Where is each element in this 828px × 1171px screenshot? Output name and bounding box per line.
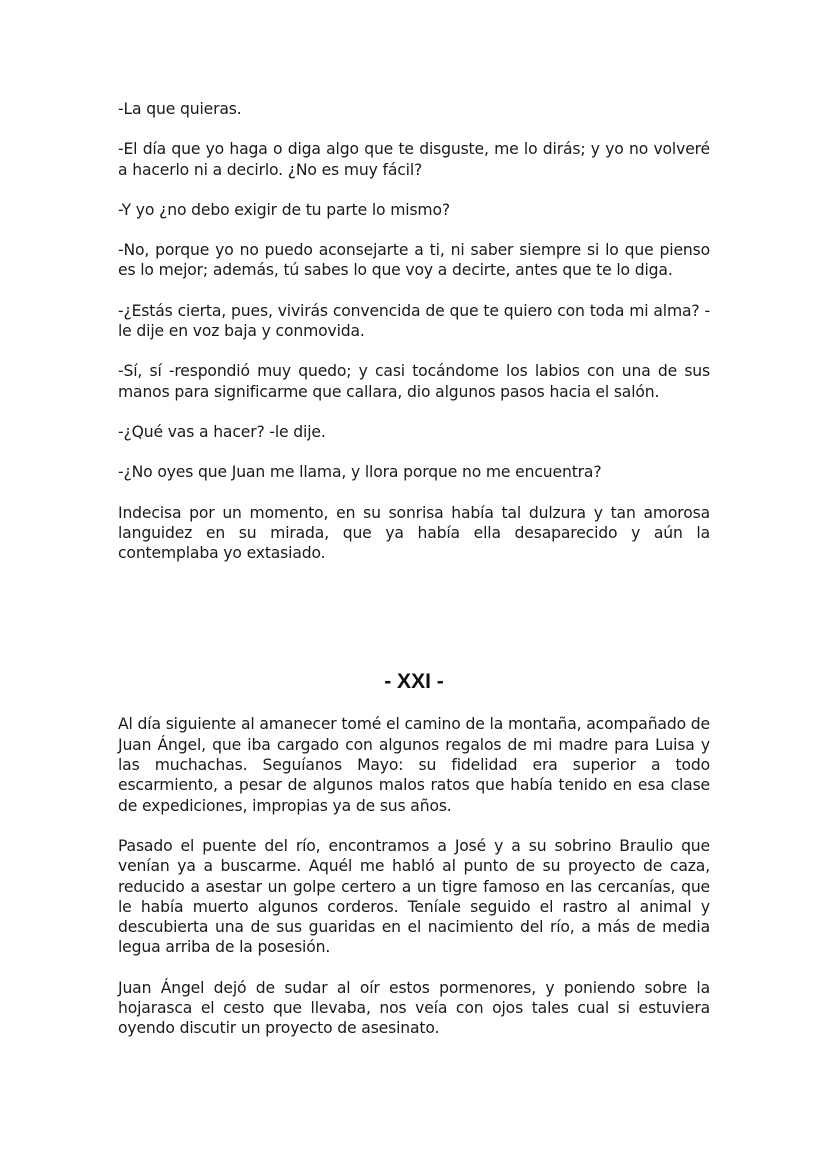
paragraph: -¿No oyes que Juan me llama, y llora porque no me encuentra? — [118, 463, 602, 482]
paragraph: -No, porque yo no puedo aconsejarte a ti, ni saber siempre si lo que pienso es lo mejor; además, tú sabes lo que voy a decirte, antes que te lo diga. — [118, 241, 710, 280]
paragraph: Pasado el puente del río, encontramos a José y a su sobrino Braulio que venían ya a buscarme. Aquél me habló al punto de su proyecto de caza, reducido a asestar un golpe certero a un tigre famoso en las cercanías, que le había muerto algunos corderos. Teníale seguido el rastro al animal y descubierta una de sus guaridas en el nacimiento del río, a más de media legua arriba de la posesión. — [118, 836, 710, 957]
paragraph: -¿Qué vas a hacer? -le dije. — [118, 422, 326, 441]
paragraph: -La que quieras. — [118, 100, 242, 118]
paragraph: Indecisa por un momento, en su sonrisa había tal dulzura y tan amorosa languidez en su mirada, que ya había ella desaparecido y aún la contemplaba yo extasiado. — [118, 503, 710, 563]
paragraph: -Sí, sí -respondió muy quedo; y casi tocándome los labios con una de sus manos para significarme que callara, dio algunos pasos hacia el salón. — [118, 362, 710, 401]
chapter-title: - XXI - — [384, 670, 444, 694]
paragraph: -Y yo ¿no debo exigir de tu parte lo mismo? — [118, 200, 450, 219]
paragraph: Al día siguiente al amanecer tomé el camino de la montaña, acompañado de Juan Ángel, que iba cargado con algunos regalos de mi madre para Luisa y las muchachas. Seguíanos Mayo: su fidelidad era superior a todo escarmiento, a pesar de algunos malos ratos que había tenido en esa clase de expediciones, impropias ya de sus años. — [118, 715, 710, 815]
previous-chapter-text — [118, 99, 710, 563]
chapter-section — [118, 669, 710, 1038]
paragraph: -¿Estás cierta, pues, vivirás convencida de que te quiero con toda mi alma? -le dije en voz baja y conmovida. — [118, 301, 710, 341]
document-page — [118, 99, 710, 1059]
section-spacer — [118, 583, 710, 669]
paragraph: -El día que yo haga o diga algo que te disguste, me lo dirás; y yo no volveré a hacerlo ni a decirlo. ¿No es muy fácil? — [118, 140, 710, 179]
paragraph: Juan Ángel dejó de sudar al oír estos pormenores, y poniendo sobre la hojarasca el cesto que llevaba, nos veía con ojos tales cual si estuviera oyendo discutir un proyecto de asesinato. — [118, 978, 710, 1038]
